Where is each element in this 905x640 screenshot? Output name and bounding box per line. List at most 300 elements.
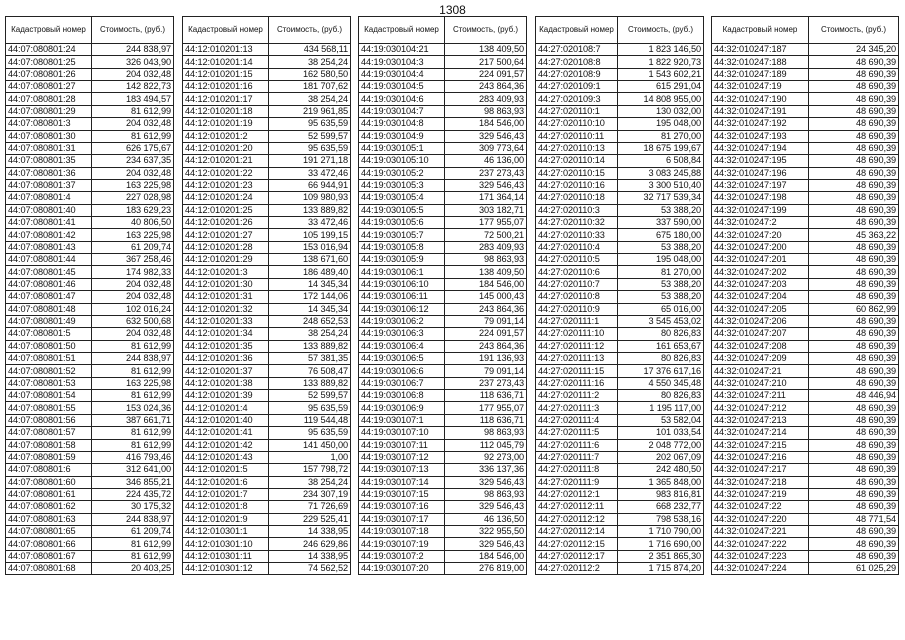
table-row [6, 315, 174, 327]
cadastral-number-cell: 44:07:080801:62 [6, 501, 92, 513]
cadastral-number-cell: 44:19:030106:10 [359, 278, 445, 290]
table-row [536, 526, 704, 538]
cadastral-number-cell: 44:07:080801:51 [6, 352, 92, 364]
table-row [536, 204, 704, 216]
cadastral-number-cell: 44:12:010201:5 [183, 464, 269, 476]
cost-cell: 2 048 772,00 [618, 439, 704, 451]
cost-cell: 81 612,99 [92, 538, 174, 550]
table-row [359, 254, 527, 266]
table-row [183, 68, 351, 80]
cost-cell: 48 690,39 [809, 550, 899, 562]
table-row [712, 105, 899, 117]
cadastral-number-cell: 44:32:010247:214 [712, 427, 809, 439]
cadastral-number-cell: 44:27:020110:16 [536, 179, 618, 191]
table-row [536, 278, 704, 290]
table-row [712, 513, 899, 525]
table-row [536, 105, 704, 117]
table-row [359, 81, 527, 93]
cost-header: Стоимость, (руб.) [618, 17, 704, 44]
table-row [359, 303, 527, 315]
cost-cell: 48 690,39 [809, 217, 899, 229]
table-row [712, 550, 899, 562]
table-row [359, 377, 527, 389]
cadastral-number-cell: 44:32:010247:20 [712, 229, 809, 241]
cadastral-number-cell: 44:27:020111:13 [536, 352, 618, 364]
cadastral-number-cell: 44:32:010247:188 [712, 56, 809, 68]
table-row [536, 563, 704, 575]
cadastral-number-cell: 44:19:030105:3 [359, 179, 445, 191]
cadastral-number-cell: 44:32:010247:220 [712, 513, 809, 525]
cadastral-number-cell: 44:27:020112:14 [536, 526, 618, 538]
cadastral-number-cell: 44:19:030107:14 [359, 476, 445, 488]
cadastral-number-cell: 44:27:020110:10 [536, 118, 618, 130]
cost-cell: 72 500,21 [445, 229, 527, 241]
cadastral-number-cell: 44:07:080801:4 [6, 192, 92, 204]
cadastral-number-cell: 44:27:020111:1 [536, 315, 618, 327]
cost-cell: 48 690,39 [809, 427, 899, 439]
cadastral-number-cell: 44:19:030107:1 [359, 414, 445, 426]
cost-cell: 234 307,19 [269, 488, 351, 500]
table-row [6, 291, 174, 303]
cost-cell: 1 710 790,00 [618, 526, 704, 538]
cadastral-number-cell: 44:07:080801:44 [6, 254, 92, 266]
table-row [183, 155, 351, 167]
table-row [359, 44, 527, 56]
cadastral-number-cell: 44:32:010247:194 [712, 142, 809, 154]
cost-cell: 48 690,39 [809, 68, 899, 80]
cadastral-number-cell: 44:19:030106:7 [359, 377, 445, 389]
table-row [536, 501, 704, 513]
cost-cell: 102 016,24 [92, 303, 174, 315]
cost-cell: 237 273,43 [445, 167, 527, 179]
cost-cell: 163 225,98 [92, 229, 174, 241]
table-row [536, 315, 704, 327]
cadastral-number-cell: 44:12:010201:14 [183, 56, 269, 68]
cost-cell: 38 254,24 [269, 93, 351, 105]
cadastral-number-cell: 44:19:030106:6 [359, 365, 445, 377]
cadastral-number-cell: 44:19:030106:2 [359, 315, 445, 327]
cadastral-number-cell: 44:32:010247:210 [712, 377, 809, 389]
table-row [6, 414, 174, 426]
table-row [6, 266, 174, 278]
cost-cell: 243 864,36 [445, 81, 527, 93]
cost-cell: 130 032,00 [618, 105, 704, 117]
table-row [183, 377, 351, 389]
table-row [359, 56, 527, 68]
cadastral-number-cell: 44:12:010201:25 [183, 204, 269, 216]
cost-cell: 204 032,48 [92, 118, 174, 130]
cost-cell: 101 033,54 [618, 427, 704, 439]
table-row [183, 427, 351, 439]
cost-cell: 81 612,99 [92, 439, 174, 451]
cost-cell: 3 300 510,40 [618, 179, 704, 191]
cost-cell: 48 690,39 [809, 328, 899, 340]
cost-cell: 416 793,46 [92, 451, 174, 463]
cadastral-number-cell: 44:07:080801:28 [6, 93, 92, 105]
cost-cell: 1 543 602,21 [618, 68, 704, 80]
cadastral-number-cell: 44:27:020110:5 [536, 254, 618, 266]
cost-cell: 48 771,54 [809, 513, 899, 525]
cadastral-number-cell: 44:07:080801:63 [6, 513, 92, 525]
cost-cell: 336 137,36 [445, 464, 527, 476]
cadastral-number-cell: 44:19:030107:12 [359, 451, 445, 463]
cost-cell: 675 180,00 [618, 229, 704, 241]
cadastral-number-cell: 44:07:080801:57 [6, 427, 92, 439]
table-row [183, 526, 351, 538]
cadastral-number-cell: 44:07:080801:43 [6, 241, 92, 253]
table-row [6, 488, 174, 500]
cost-cell: 172 144,06 [269, 291, 351, 303]
cadastral-number-cell: 44:12:010201:30 [183, 278, 269, 290]
table-row [359, 402, 527, 414]
cost-cell: 48 690,39 [809, 81, 899, 93]
cadastral-number-cell: 44:07:080801:68 [6, 563, 92, 575]
table-row [712, 464, 899, 476]
cost-cell: 98 863,93 [445, 488, 527, 500]
cadastral-number-cell: 44:12:010201:29 [183, 254, 269, 266]
cadastral-number-cell: 44:19:030107:15 [359, 488, 445, 500]
cadastral-number-cell: 44:07:080801:41 [6, 217, 92, 229]
table-row [183, 352, 351, 364]
cadastral-number-cell: 44:32:010247:201 [712, 254, 809, 266]
table-row [536, 377, 704, 389]
table-row [359, 414, 527, 426]
cost-cell: 171 364,14 [445, 192, 527, 204]
cadastral-number-cell: 44:27:020110:8 [536, 291, 618, 303]
cadastral-number-cell: 44:12:010301:10 [183, 538, 269, 550]
table-row [712, 68, 899, 80]
cost-header: Стоимость, (руб.) [809, 17, 899, 44]
cadastral-number-cell: 44:19:030104:3 [359, 56, 445, 68]
cost-cell: 246 629,86 [269, 538, 351, 550]
cost-cell: 40 806,50 [92, 217, 174, 229]
table-row [712, 204, 899, 216]
table-row [712, 56, 899, 68]
table-row [6, 513, 174, 525]
cost-cell: 79 091,14 [445, 365, 527, 377]
table-row [6, 390, 174, 402]
table-row [712, 315, 899, 327]
table-row [183, 488, 351, 500]
cost-cell: 38 254,24 [269, 328, 351, 340]
table-row [712, 179, 899, 191]
cadastral-number-cell: 44:12:010201:18 [183, 105, 269, 117]
cost-cell: 48 690,39 [809, 538, 899, 550]
table-row [183, 513, 351, 525]
cadastral-number-cell: 44:32:010247:207 [712, 328, 809, 340]
cadastral-number-cell: 44:32:010247:199 [712, 204, 809, 216]
table-row [6, 427, 174, 439]
cadastral-number-cell: 44:12:010201:17 [183, 93, 269, 105]
table-row [6, 217, 174, 229]
table-row [6, 142, 174, 154]
cost-cell: 337 590,00 [618, 217, 704, 229]
cost-cell: 133 889,82 [269, 204, 351, 216]
table-row [6, 167, 174, 179]
cost-cell: 48 690,39 [809, 315, 899, 327]
cadastral-number-cell: 44:19:030107:13 [359, 464, 445, 476]
table-row [183, 303, 351, 315]
cost-cell: 80 826,83 [618, 328, 704, 340]
cadastral-number-cell: 44:07:080801:46 [6, 278, 92, 290]
cost-cell: 219 961,85 [269, 105, 351, 117]
table-row [712, 118, 899, 130]
table-row [536, 464, 704, 476]
cost-cell: 71 726,69 [269, 501, 351, 513]
table-row [6, 179, 174, 191]
table-row [6, 81, 174, 93]
cost-header: Стоимость, (руб.) [269, 17, 351, 44]
cadastral-number-cell: 44:27:020111:2 [536, 390, 618, 402]
cost-cell: 33 472,46 [269, 217, 351, 229]
table-row [712, 451, 899, 463]
cadastral-number-cell: 44:07:080801:49 [6, 315, 92, 327]
table-row [712, 254, 899, 266]
cost-cell: 48 690,39 [809, 241, 899, 253]
cadastral-number-cell: 44:19:030105:7 [359, 229, 445, 241]
cost-cell: 177 955,07 [445, 402, 527, 414]
cadastral-number-cell: 44:27:020111:12 [536, 340, 618, 352]
cost-cell: 346 855,21 [92, 476, 174, 488]
table-row [6, 93, 174, 105]
cadastral-number-cell: 44:27:020108:8 [536, 56, 618, 68]
table-row [536, 155, 704, 167]
cadastral-number-cell: 44:12:010201:31 [183, 291, 269, 303]
cost-cell: 202 067,09 [618, 451, 704, 463]
table-row [359, 501, 527, 513]
table-row [183, 563, 351, 575]
cadastral-number-cell: 44:32:010247:190 [712, 93, 809, 105]
cost-cell: 174 982,33 [92, 266, 174, 278]
table-row [6, 204, 174, 216]
cadastral-number-cell: 44:32:010247:216 [712, 451, 809, 463]
cadastral-number-cell: 44:12:010201:39 [183, 390, 269, 402]
table-row [359, 155, 527, 167]
table-row [712, 229, 899, 241]
cadastral-number-cell: 44:07:080801:66 [6, 538, 92, 550]
cost-cell: 48 690,39 [809, 501, 899, 513]
table-row [359, 93, 527, 105]
table-row [712, 414, 899, 426]
cost-cell: 20 403,25 [92, 563, 174, 575]
cost-cell: 387 661,71 [92, 414, 174, 426]
cadastral-number-cell: 44:07:080801:67 [6, 550, 92, 562]
cost-cell: 329 546,43 [445, 476, 527, 488]
cadastral-number-cell: 44:19:030107:20 [359, 563, 445, 575]
cost-cell: 112 045,79 [445, 439, 527, 451]
table-row [183, 254, 351, 266]
cost-cell: 276 819,00 [445, 563, 527, 575]
cadastral-number-cell: 44:12:010201:13 [183, 44, 269, 56]
table-row [359, 105, 527, 117]
cadastral-number-cell: 44:19:030105:9 [359, 254, 445, 266]
table-row [712, 241, 899, 253]
table-row [359, 476, 527, 488]
table-row [359, 439, 527, 451]
table-row [6, 550, 174, 562]
cost-cell: 244 838,97 [92, 352, 174, 364]
table-row [359, 266, 527, 278]
table-row [6, 56, 174, 68]
table-row [183, 81, 351, 93]
cost-cell: 65 016,00 [618, 303, 704, 315]
table-row [712, 390, 899, 402]
cost-cell: 14 345,34 [269, 303, 351, 315]
table-row [712, 439, 899, 451]
table-row [359, 291, 527, 303]
cadastral-number-cell: 44:19:030106:1 [359, 266, 445, 278]
header-row [359, 17, 527, 44]
cost-cell: 48 690,39 [809, 476, 899, 488]
cadastral-number-cell: 44:32:010247:209 [712, 352, 809, 364]
table-row [6, 402, 174, 414]
table-row [536, 266, 704, 278]
cost-cell: 6 508,84 [618, 155, 704, 167]
table-row [712, 526, 899, 538]
cadastral-number-cell: 44:19:030106:4 [359, 340, 445, 352]
table-row [359, 513, 527, 525]
cadastral-number-cell: 44:07:080801:60 [6, 476, 92, 488]
table-row [6, 377, 174, 389]
cost-cell: 248 652,53 [269, 315, 351, 327]
table-row [359, 167, 527, 179]
cost-table-4 [535, 16, 704, 575]
cadastral-number-cell: 44:07:080801:31 [6, 142, 92, 154]
cost-cell: 615 291,04 [618, 81, 704, 93]
cadastral-number-cell: 44:32:010247:2 [712, 217, 809, 229]
cadastral-number-cell: 44:27:020111:4 [536, 414, 618, 426]
table-row [183, 229, 351, 241]
cadastral-number-cell: 44:32:010247:202 [712, 266, 809, 278]
cost-cell: 48 690,39 [809, 204, 899, 216]
table-row [183, 105, 351, 117]
table-row [183, 328, 351, 340]
table-row [536, 328, 704, 340]
cost-cell: 367 258,46 [92, 254, 174, 266]
table-row [536, 402, 704, 414]
cost-cell: 224 435,72 [92, 488, 174, 500]
table-row [536, 427, 704, 439]
table-row [712, 488, 899, 500]
table-row [6, 303, 174, 315]
cadastral-number-cell: 44:19:030104:4 [359, 68, 445, 80]
cadastral-number-cell: 44:07:080801:27 [6, 81, 92, 93]
cadastral-number-cell: 44:32:010247:223 [712, 550, 809, 562]
cost-cell: 1 716 690,00 [618, 538, 704, 550]
cost-cell: 48 690,39 [809, 142, 899, 154]
cost-cell: 48 690,39 [809, 155, 899, 167]
cadastral-number-cell: 44:12:010201:23 [183, 179, 269, 191]
cadastral-number-cell: 44:32:010247:19 [712, 81, 809, 93]
cadastral-number-cell: 44:32:010247:189 [712, 68, 809, 80]
cost-cell: 1 195 117,00 [618, 402, 704, 414]
table-row [359, 365, 527, 377]
cadastral-number-cell: 44:07:080801:59 [6, 451, 92, 463]
cadastral-number-cell: 44:32:010247:218 [712, 476, 809, 488]
cost-cell: 52 599,57 [269, 130, 351, 142]
table-row [536, 81, 704, 93]
cost-cell: 48 690,39 [809, 179, 899, 191]
cadastral-number-cell: 44:27:020112:1 [536, 488, 618, 500]
cadastral-number-cell: 44:07:080801:35 [6, 155, 92, 167]
cadastral-number-cell: 44:27:020110:6 [536, 266, 618, 278]
table-row [712, 340, 899, 352]
table-row [359, 179, 527, 191]
table-row [712, 352, 899, 364]
table-row [183, 192, 351, 204]
cadastral-number-cell: 44:12:010201:28 [183, 241, 269, 253]
cost-cell: 92 273,00 [445, 451, 527, 463]
table-row [712, 563, 899, 575]
cost-cell: 14 338,95 [269, 526, 351, 538]
cadastral-number-cell: 44:12:010201:19 [183, 118, 269, 130]
table-row [712, 291, 899, 303]
table-row [6, 451, 174, 463]
cost-cell: 322 955,50 [445, 526, 527, 538]
table-row [183, 118, 351, 130]
cost-cell: 81 612,99 [92, 340, 174, 352]
cost-cell: 244 838,97 [92, 44, 174, 56]
cost-cell: 329 546,43 [445, 501, 527, 513]
cost-cell: 48 690,39 [809, 118, 899, 130]
cadastral-number-cell: 44:32:010247:211 [712, 390, 809, 402]
cost-cell: 81 612,99 [92, 105, 174, 117]
cost-cell: 48 690,39 [809, 488, 899, 500]
cadastral-number-cell: 44:19:030105:8 [359, 241, 445, 253]
cadastral-number-cell: 44:19:030106:5 [359, 352, 445, 364]
cadastral-number-cell: 44:19:030107:17 [359, 513, 445, 525]
cadastral-number-cell: 44:12:010201:15 [183, 68, 269, 80]
cost-cell: 48 690,39 [809, 93, 899, 105]
cadastral-number-cell: 44:32:010247:212 [712, 402, 809, 414]
cadastral-number-cell: 44:32:010247:208 [712, 340, 809, 352]
table-row [183, 315, 351, 327]
cost-cell: 217 500,64 [445, 56, 527, 68]
table-row [6, 538, 174, 550]
table-row [183, 501, 351, 513]
cost-cell: 3 545 453,02 [618, 315, 704, 327]
table-row [359, 340, 527, 352]
table-row [6, 352, 174, 364]
cadastral-number-cell: 44:07:080801:58 [6, 439, 92, 451]
cadastral-number-cell: 44:32:010247:215 [712, 439, 809, 451]
cost-cell: 48 690,39 [809, 254, 899, 266]
cost-cell: 95 635,59 [269, 427, 351, 439]
cost-cell: 181 707,62 [269, 81, 351, 93]
table-row [6, 328, 174, 340]
cost-cell: 61 209,74 [92, 241, 174, 253]
cost-cell: 237 273,43 [445, 377, 527, 389]
table-row [6, 439, 174, 451]
cost-cell: 309 773,64 [445, 142, 527, 154]
cost-cell: 1 715 874,20 [618, 563, 704, 575]
table-row [183, 340, 351, 352]
cadastral-number-cell: 44:19:030107:16 [359, 501, 445, 513]
cost-cell: 52 599,57 [269, 390, 351, 402]
table-row [536, 513, 704, 525]
cadastral-number-cell: 44:12:010201:24 [183, 192, 269, 204]
cadastral-number-cell: 44:12:010201:36 [183, 352, 269, 364]
table-row [536, 179, 704, 191]
cadastral-number-cell: 44:19:030105:5 [359, 204, 445, 216]
table-row [183, 278, 351, 290]
cost-cell: 95 635,59 [269, 142, 351, 154]
cadastral-number-cell: 44:32:010247:224 [712, 563, 809, 575]
table-row [712, 142, 899, 154]
table-row [536, 414, 704, 426]
cost-cell: 48 690,39 [809, 402, 899, 414]
cost-cell: 434 568,11 [269, 44, 351, 56]
